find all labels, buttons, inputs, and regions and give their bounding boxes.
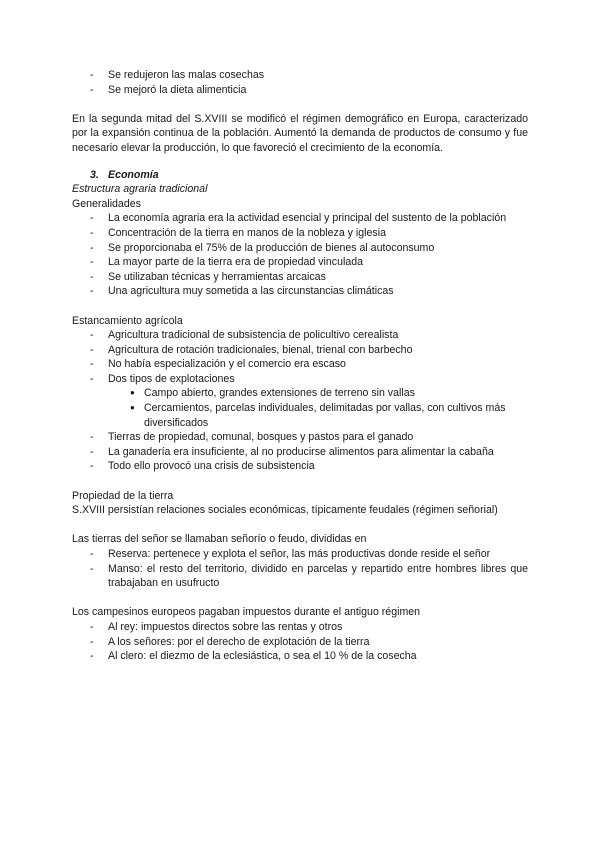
list-item-text: Concentración de la tierra en manos de la nobleza y iglesia xyxy=(108,226,386,239)
list-item-text: Manso: el resto del territorio, dividido en parcelas y repartido entre hombres libres que trabajaban en usufructo xyxy=(108,562,528,590)
list-item-text: Al rey: impuestos directos sobre las rentas y otros xyxy=(108,620,343,633)
list-item: - La ganadería era insuficiente, al no producirse alimentos para alimentar la cabaña xyxy=(90,445,494,458)
impuestos-intro: Los campesinos europeos pagaban impuestos durante el antiguo régimen xyxy=(72,606,421,619)
list-item-text: Tierras de propiedad, comunal, bosques y pastos para el ganado xyxy=(108,431,414,444)
estancamiento-list xyxy=(72,328,528,474)
list-item-text: A los señores: por el derecho de explotación de la tierra xyxy=(108,635,370,648)
bullet-icon: ● xyxy=(130,388,135,398)
list-item: - A los señores: por el derecho de explotación de la tierra xyxy=(90,635,370,648)
document-page xyxy=(72,68,528,664)
list-item-text: La ganadería era insuficiente, al no producirse alimentos para alimentar la cabaña xyxy=(108,445,494,458)
list-item-text: Se mejoró la dieta alimenticia xyxy=(108,83,247,96)
list-item-text: La economía agraria era la actividad esencial y principal del sustento de la población xyxy=(108,212,507,225)
list-item: - Agricultura tradicional de subsistencia de policultivo cerealista xyxy=(90,329,399,342)
list-item: - Tierras de propiedad, comunal, bosques y pastos para el ganado xyxy=(90,431,414,444)
sub-list-item xyxy=(72,386,528,401)
generalidades-title: Generalidades xyxy=(72,197,141,210)
list-item: - Se mejoró la dieta alimenticia xyxy=(90,83,247,96)
propiedad-text: S.XVIII persistían relaciones sociales económicas, típicamente feudales (régimen señorial) xyxy=(72,504,498,517)
generalidades-list xyxy=(72,211,528,299)
list-item: - La mayor parte de la tierra era de propiedad vinculada xyxy=(90,256,363,269)
list-item-text: Agricultura tradicional de subsistencia de policultivo cerealista xyxy=(108,329,399,342)
list-item-text: Agricultura de rotación tradicionales, bienal, trienal con barbecho xyxy=(108,343,413,356)
list-item: - Todo ello provocó una crisis de subsistencia xyxy=(90,460,315,473)
demography-paragraph: En la segunda mitad del S.XVIII se modificó el régimen demográfico en Europa, caracterizado por la expansión continua de la población. Aumentó la demanda de productos de consumo y fue necesario elevar la producción, lo que favoreció el crecimiento de la economía. xyxy=(72,112,528,154)
list-item: - Una agricultura muy sometida a las circunstancias climáticas xyxy=(90,285,394,298)
list-item: - Agricultura de rotación tradicionales, bienal, trienal con barbecho xyxy=(90,343,413,356)
list-item-text: Reserva: pertenece y explota el señor, las más productivas donde reside el señor xyxy=(108,548,491,560)
list-item-text: Se redujeron las malas cosechas xyxy=(108,69,265,81)
propiedad-title: Propiedad de la tierra xyxy=(72,489,174,502)
estancamiento-title: Estancamiento agrícola xyxy=(72,314,183,327)
list-item-text: Se proporcionaba el 75% de la producción de bienes al autoconsumo xyxy=(108,241,435,254)
list-item: - Se utilizaban técnicas y herramientas arcaicas xyxy=(90,270,326,283)
sub-list-item xyxy=(72,401,528,430)
list-item: - Concentración de la tierra en manos de la nobleza y iglesia xyxy=(90,226,386,239)
list-item: - Manso: el resto del territorio, dividido en parcelas y repartido entre hombres libres que trabajaban en usufructo xyxy=(90,562,528,590)
senorio-list xyxy=(72,547,528,591)
list-item-text: No había especialización y el comercio era escaso xyxy=(108,358,346,371)
list-item-text: Todo ello provocó una crisis de subsistencia xyxy=(108,460,315,473)
list-item: - Dos tipos de explotaciones xyxy=(90,372,235,385)
list-item: - La economía agraria era la actividad esencial y principal del sustento de la población xyxy=(90,212,507,225)
senorio-intro: Las tierras del señor se llamaban señorío o feudo, divididas en xyxy=(72,533,367,546)
section-number: 3. xyxy=(90,168,99,181)
list-item: - Se proporcionaba el 75% de la producción de bienes al autoconsumo xyxy=(90,241,435,254)
section-heading xyxy=(72,168,528,183)
intro-list xyxy=(72,68,528,97)
sub-list-item-text: Campo abierto, grandes extensiones de terreno sin vallas xyxy=(144,387,415,400)
list-item-text: Se utilizaban técnicas y herramientas arcaicas xyxy=(108,270,326,283)
section-subtitle: Estructura agraria tradicional xyxy=(72,183,208,196)
list-item: - Reserva: pertenece y explota el señor, las más productivas donde reside el señor xyxy=(90,548,491,560)
list-item-text: La mayor parte de la tierra era de propiedad vinculada xyxy=(108,256,363,269)
list-item-text: Dos tipos de explotaciones xyxy=(108,372,235,385)
list-item: - Al rey: impuestos directos sobre las rentas y otros xyxy=(90,620,343,633)
bullet-icon: ● xyxy=(130,403,135,413)
section-title: Economía xyxy=(108,168,159,181)
impuestos-list xyxy=(72,620,528,664)
sub-list-item-text: Cercamientos, parcelas individuales, delimitadas por vallas, con cultivos más diversificados xyxy=(144,402,506,429)
list-item: - No había especialización y el comercio era escaso xyxy=(90,358,346,371)
list-item: - Al clero: el diezmo de la eclesiástica, o sea el 10 % de la cosecha xyxy=(90,650,417,663)
list-item: - Se redujeron las malas cosechas xyxy=(90,69,265,81)
list-item-text: Al clero: el diezmo de la eclesiástica, o sea el 10 % de la cosecha xyxy=(108,650,417,663)
list-item-text: Una agricultura muy sometida a las circunstancias climáticas xyxy=(108,285,394,298)
